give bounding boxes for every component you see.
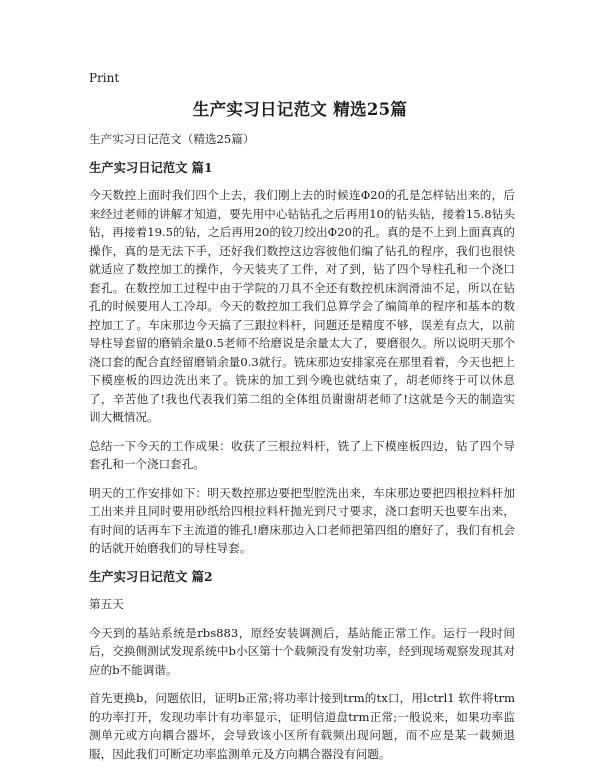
paragraph: 总结一下今天的工作成果：收获了三根拉料杆，铣了上下模座板四边，钻了四个导套孔和一个浇口套孔。	[89, 438, 515, 471]
document-title: 生产实习日记范文 精选25篇	[192, 100, 408, 119]
paragraph: 首先更换b，问题依旧，证明b正常;将功率计接到trm的tx口，用lctrl1 软件将trm的功率打开，发现功率计有功率显示，证明信道盘trm正常;一般说来，如果功率监测单元或方向耦合器坏，会导致该小区所有载频出现问题，而不应是某一载频退服，因此我们可断定功率监测单元及方向耦合器没有问题。	[89, 691, 515, 761]
paragraph: 第五天	[89, 597, 124, 611]
section-heading: 生产实习日记范文 篇2	[89, 568, 213, 584]
paragraph: 今天数控上面时我们四个上去，我们刚上去的时候连Φ20的孔是怎样钻出来的，后来经过老师的讲解才知道，要先用中心钻钻孔之后再用10的钻头钻，接着15.8钻头钻，再接着19.5的钻，之后再用20的铰刀绞出Φ20的孔。真的是不上到上面真真的操作，真的是无法下手，还好我们数控这边容彼他们编了钻孔的程序，我们也很快就适应了数控加工的操作，今天装夹了工件，对了到，钻了四个导柱孔和一个浇口套孔。在数控加工过程中由于学院的刀具不全还有数控机床润滑油不足，所以在钻孔的时候要用人工冷却。今天的数控加工我们总算学会了编简单的程序和基本的数控加工了。车床那边今天搞了三跟拉料杆，问题还是精度不够，误差有点大，以前导柱导套留的磨销余量0.5老师不给磨说是余量太大了，要磨很久。所以说明天那个浇口套的配合直经留磨销余量0.3就行。铣床那边安排家亮在那里看着，今天也把上下模座板的四边洗出来了。铣床的加工到今晚也就结束了，胡老师终于可以休息了，辛苦他了!我也代表我们第二组的全体组员谢谢胡老师了!这就是今天的制造实训大概情况。	[89, 188, 515, 424]
paragraph: 明天的工作安排如下：明天数控那边要把型腔洗出来，车床那边要把四根拉料杆加工出来并且同时要用砂纸给四根拉料杆抛光到尺寸要求，浇口套明天也要车出来，有时间的话再车下主流道的锥孔!磨床那边入口老师把第四组的磨好了，我们有机会的话就开始磨我们的导柱导套。	[89, 485, 515, 555]
paragraph: 今天到的基站系统是rbs883，原经安装调测后，基站能正常工作。运行一段时间后，交换侧测试发现系统中b小区第十个载频没有发射功率，经到现场观察发现其对应的b不能调谐。	[89, 625, 515, 677]
document-subtitle: 生产实习日记范文（精选25篇）	[89, 132, 255, 146]
section-heading: 生产实习日记范文 篇1	[89, 159, 213, 175]
document-body	[89, 130, 515, 773]
print-link[interactable]: Print	[89, 71, 120, 85]
